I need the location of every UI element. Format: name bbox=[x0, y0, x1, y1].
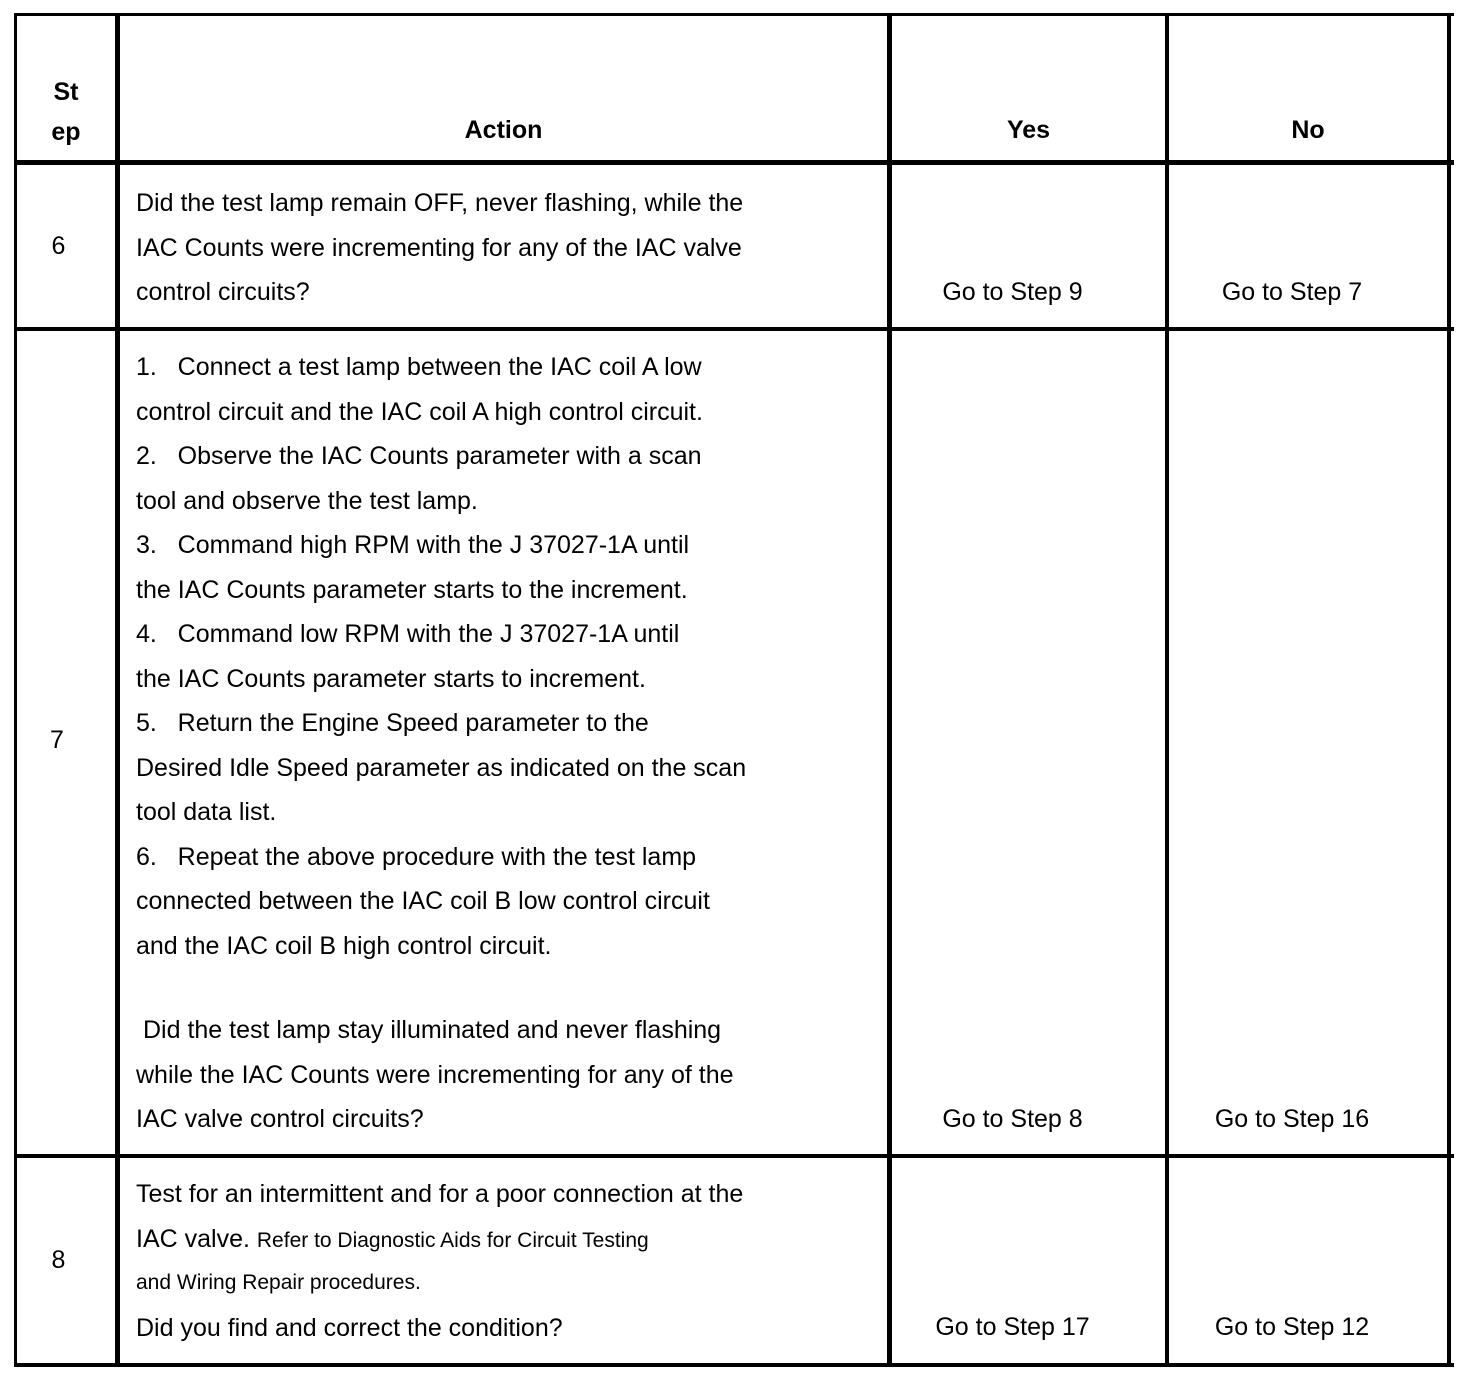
action-line: Test for an intermittent and for a poor connection at the bbox=[136, 1180, 744, 1208]
header-step-line1: St bbox=[53, 78, 79, 106]
action-line: Did the test lamp stay illuminated and never flashing bbox=[143, 1016, 722, 1044]
action-text bbox=[136, 345, 746, 968]
header-divider bbox=[14, 160, 1454, 165]
action-line: control circuit and the IAC coil A high control circuit. bbox=[136, 397, 703, 426]
action-text-part: IAC valve. bbox=[136, 1224, 250, 1253]
action-line: the IAC Counts parameter starts to increment. bbox=[136, 664, 646, 693]
action-text bbox=[136, 181, 743, 315]
action-line: 5. Return the Engine Speed parameter to the bbox=[136, 709, 649, 737]
action-line: while the IAC Counts were incrementing for any of the bbox=[136, 1060, 734, 1089]
action-line: and the IAC coil B high control circuit. bbox=[136, 931, 552, 960]
no-result: Go to Step 12 bbox=[1214, 1313, 1370, 1341]
row-divider-7-8 bbox=[14, 1154, 1454, 1158]
action-line: IAC valve control circuits? bbox=[136, 1105, 424, 1133]
step-number: 6 bbox=[51, 232, 66, 260]
action-line: IAC Counts were incrementing for any of the IAC valve bbox=[136, 233, 742, 262]
action-question bbox=[136, 1008, 734, 1142]
col-divider-yes-no bbox=[1165, 13, 1169, 1367]
action-line: 2. Observe the IAC Counts parameter with a scan bbox=[136, 442, 702, 470]
action-line: Did the test lamp remain OFF, never flashing, while the bbox=[136, 189, 744, 217]
no-result: Go to Step 16 bbox=[1214, 1105, 1370, 1133]
action-line: tool and observe the test lamp. bbox=[136, 486, 478, 515]
header-step bbox=[17, 72, 115, 152]
yes-result: Go to Step 8 bbox=[942, 1105, 1083, 1133]
no-result: Go to Step 7 bbox=[1221, 278, 1363, 306]
step-number: 7 bbox=[50, 726, 64, 754]
yes-result: Go to Step 9 bbox=[942, 278, 1083, 306]
table-border-right bbox=[1447, 13, 1451, 1367]
action-line: and Wiring Repair procedures. bbox=[136, 1271, 421, 1294]
row-divider-6-7 bbox=[14, 327, 1454, 331]
action-line: 6. Repeat the above procedure with the test lamp bbox=[136, 842, 697, 871]
action-line: Did you find and correct the condition? bbox=[136, 1314, 563, 1342]
table-border-top bbox=[14, 13, 1454, 16]
action-line: the IAC Counts parameter starts to the increment. bbox=[136, 575, 688, 604]
header-yes: Yes bbox=[1006, 116, 1051, 144]
action-line: 4. Command low RPM with the J 37027-1A until bbox=[136, 620, 680, 648]
diagnostic-aids-reference: Refer to Diagnostic Aids for Circuit Testing bbox=[256, 1228, 649, 1252]
action-line bbox=[136, 1217, 743, 1264]
table-border-bottom bbox=[14, 1363, 1454, 1367]
action-line: control circuits? bbox=[136, 278, 310, 306]
header-no: No bbox=[1291, 116, 1325, 144]
table-border-left bbox=[14, 13, 17, 1367]
step-number: 8 bbox=[51, 1246, 66, 1274]
action-line: tool data list. bbox=[136, 798, 277, 826]
action-line: 3. Command high RPM with the J 37027-1A until bbox=[136, 531, 690, 559]
yes-result: Go to Step 17 bbox=[935, 1313, 1090, 1341]
col-divider-step-action bbox=[115, 13, 120, 1367]
col-divider-action-yes bbox=[887, 13, 892, 1367]
action-line: 1. Connect a test lamp between the IAC coil A low bbox=[136, 353, 702, 381]
header-action: Action bbox=[464, 116, 543, 144]
action-line: Desired Idle Speed parameter as indicated on the scan bbox=[136, 753, 747, 782]
action-text bbox=[136, 1172, 743, 1353]
header-step-line2: ep bbox=[51, 118, 81, 146]
action-line: connected between the IAC coil B low control circuit bbox=[136, 887, 710, 915]
